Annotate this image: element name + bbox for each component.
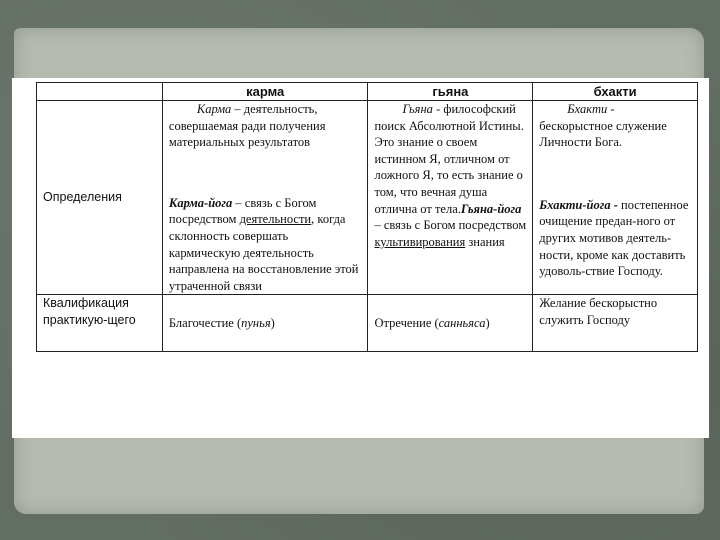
gyana-yoga-term: Гьяна-йога xyxy=(460,201,522,216)
bhakti-qualification: Желание бескорыстно служить Господу xyxy=(533,295,698,352)
karma-yoga-definition xyxy=(169,195,362,295)
karma-yoga-underlined: деятельности xyxy=(239,212,312,227)
qualification-label: Квалификация практикую-щего xyxy=(37,295,163,352)
karma-qual-end: ) xyxy=(270,316,275,331)
gyana-yoga-text-2: знания xyxy=(465,234,505,249)
karma-yoga-term: Карма-йога xyxy=(168,195,233,210)
qualification-row xyxy=(37,295,698,352)
bhakti-yoga-term: Бхакти-йога - xyxy=(539,197,618,212)
header-row xyxy=(37,83,698,101)
gyana-definition-cell xyxy=(368,101,533,295)
bhakti-yoga-text: постепенное очищение предан-ного от других мотивов деятель-ности, кроме как доставить удоволь-ствие Господу. xyxy=(539,197,689,279)
gyana-qual-end: ) xyxy=(485,316,490,331)
bhakti-yoga-definition xyxy=(539,197,691,280)
gyana-qual-text: Отречение ( xyxy=(374,316,439,331)
karma-definition xyxy=(169,101,362,151)
karma-qual-text: Благочестие ( xyxy=(168,316,242,331)
definitions-row xyxy=(37,101,698,295)
header-gyana: гьяна xyxy=(368,83,533,101)
gyana-yoga-text-1: – связь с Богом посредством xyxy=(374,218,527,233)
gyana-qualification xyxy=(368,295,533,352)
karma-yoga-text-1: – связь с Богом посредством xyxy=(168,195,317,227)
header-karma: карма xyxy=(162,83,368,101)
comparison-table xyxy=(36,82,698,352)
gyana-qual-italic: санньяса xyxy=(438,316,486,331)
bhakti-term: Бхакти xyxy=(567,102,608,116)
gyana-def-text: - философский поиск Абсолютной Истины. Это знание о своем истинном Я, отличном от ложного Я, то есть знание о том, что вечная душа отлична от тела. xyxy=(374,102,524,216)
karma-qual-italic: пунья xyxy=(241,316,271,331)
gyana-definition xyxy=(374,101,526,250)
karma-def-text: – деятельность, совершаемая ради получения материальных результатов xyxy=(168,102,326,150)
definitions-label: Определения xyxy=(37,101,163,295)
header-bhakti: бхакти xyxy=(533,83,698,101)
bhakti-def-text: - бескорыстное служение Личности Бога. xyxy=(539,102,667,150)
gyana-yoga-underlined: культивирования xyxy=(374,234,466,249)
bhakti-definition-cell xyxy=(533,101,698,295)
karma-definition-cell xyxy=(162,101,368,295)
karma-yoga-text-2: , когда склонность совершать кармическую деятельность направлена на восстановление этой утраченной связи xyxy=(168,212,359,293)
gyana-term: Гьяна xyxy=(402,102,433,116)
bhakti-definition xyxy=(539,101,691,151)
header-empty xyxy=(37,83,163,101)
karma-term: Карма xyxy=(196,102,232,116)
karma-qualification xyxy=(162,295,368,352)
